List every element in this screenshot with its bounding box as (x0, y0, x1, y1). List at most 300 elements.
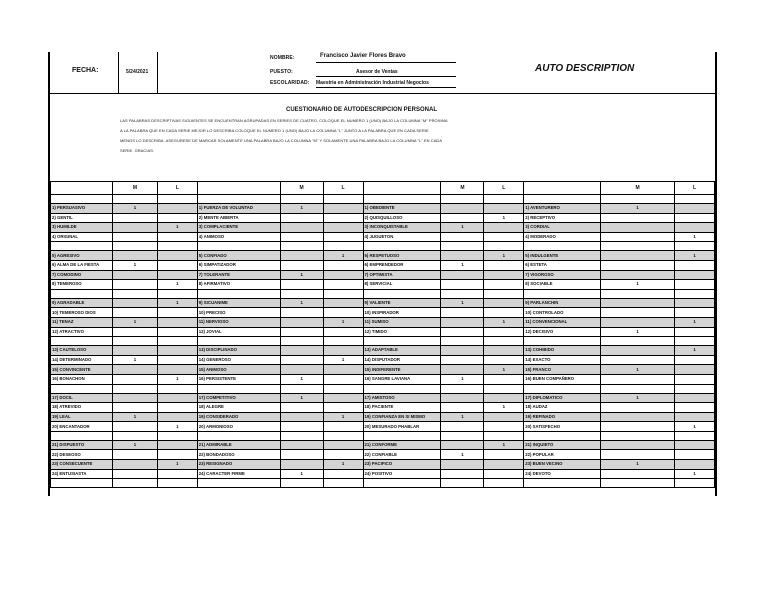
l-mark-cell (157, 393, 197, 403)
table-row (51, 450, 715, 460)
instruction-line: MENOS LO DESCRIBA. ASEGURESE DE MARCAR SOLAMENTE UNA PALABRA BAJO LA COLUMNA "M" Y SOLAMENTE UNA PALABRA BAJO LA COLUMNA "L" EN CADA (120, 138, 443, 143)
empty-cell (323, 337, 363, 346)
word-cell: 9) AGRADABLE (51, 298, 113, 308)
word-cell: 21) CONFORME (363, 440, 441, 450)
l-mark-cell: 1 (323, 460, 363, 470)
m-mark-cell (441, 251, 484, 261)
m-mark-cell: 1 (280, 393, 323, 403)
m-mark-cell (280, 355, 323, 365)
l-mark-cell (675, 204, 715, 214)
l-mark-cell (323, 346, 363, 356)
word-cell: 21) ADMIRABLE (197, 440, 280, 450)
l-mark-cell (484, 327, 524, 337)
empty-cell (157, 289, 197, 298)
word-cell: 14) EXACTO (524, 355, 601, 365)
word-cell: 23) RESIGNADO (197, 460, 280, 470)
word-cell: 8) SOCIABLE (524, 280, 601, 290)
word-cell: 7) VIGOROSO (524, 270, 601, 280)
empty-cell (675, 384, 715, 393)
empty-cell (197, 289, 280, 298)
m-mark-cell (601, 355, 675, 365)
l-mark-cell (323, 365, 363, 375)
m-mark-cell: 1 (601, 327, 675, 337)
l-mark-cell (323, 469, 363, 479)
l-mark-cell: 1 (157, 223, 197, 233)
empty-cell (323, 242, 363, 251)
empty-cell (51, 289, 113, 298)
l-mark-cell (157, 355, 197, 365)
spacer-row (51, 431, 715, 440)
word-cell: 2) MENTE ABIERTA (197, 213, 280, 223)
m-mark-cell (280, 422, 323, 432)
word-cell: 13) ADAPTABLE (363, 346, 441, 356)
empty-cell (157, 337, 197, 346)
m-mark-cell (112, 298, 157, 308)
m-mark-cell (280, 412, 323, 422)
word-cell: 12) TIMIDO (363, 327, 441, 337)
empty-cell (51, 242, 113, 251)
word-cell: 3) INCONQUISTABLE (363, 223, 441, 233)
l-mark-cell (484, 355, 524, 365)
m-mark-cell (441, 469, 484, 479)
m-mark-cell (441, 280, 484, 290)
m-mark-cell (280, 232, 323, 242)
m-mark-cell: 1 (601, 280, 675, 290)
l-mark-cell (323, 280, 363, 290)
empty-cell (484, 337, 524, 346)
empty-cell (280, 195, 323, 204)
empty-cell (363, 479, 441, 488)
word-column-header (197, 182, 280, 195)
l-mark-cell (157, 440, 197, 450)
document-frame (48, 52, 717, 496)
m-mark-cell: 1 (280, 374, 323, 384)
empty-cell (441, 479, 484, 488)
l-mark-cell (484, 450, 524, 460)
m-mark-cell (280, 450, 323, 460)
doc-title: AUTO DESCRIPTION (535, 63, 635, 74)
word-cell: 11) NERVIOSO (197, 317, 280, 327)
fecha-label: FECHA: (72, 67, 99, 74)
l-mark-cell (675, 460, 715, 470)
empty-cell (484, 384, 524, 393)
table-row (51, 440, 715, 450)
table-row (51, 346, 715, 356)
table-row (51, 204, 715, 214)
l-mark-cell (323, 232, 363, 242)
table-row (51, 403, 715, 413)
l-mark-cell (323, 270, 363, 280)
m-mark-cell (112, 393, 157, 403)
spacer-row (51, 289, 715, 298)
m-mark-cell (601, 298, 675, 308)
empty-cell (157, 195, 197, 204)
m-mark-cell: 1 (112, 204, 157, 214)
empty-cell (280, 479, 323, 488)
l-mark-cell: 1 (157, 298, 197, 308)
table-row (51, 317, 715, 327)
l-mark-cell: 1 (484, 251, 524, 261)
m-mark-cell (441, 308, 484, 318)
l-mark-cell (157, 308, 197, 318)
word-cell: 11) CONVENCIONAL (524, 317, 601, 327)
word-cell: 14) DETERMINADO (51, 355, 113, 365)
m-mark-cell (280, 327, 323, 337)
l-mark-cell: 1 (484, 403, 524, 413)
word-cell: 20) ARMONIOSO (197, 422, 280, 432)
word-cell: 15) CONVINCENTE (51, 365, 113, 375)
word-cell: 6) SIMPATIZADOR (197, 260, 280, 270)
word-cell: 9) VALIENTE (363, 298, 441, 308)
empty-cell (441, 337, 484, 346)
l-mark-cell (323, 403, 363, 413)
m-mark-cell (441, 355, 484, 365)
word-cell: 23) PACIFICO (363, 460, 441, 470)
escolaridad-underline (316, 87, 456, 88)
m-mark-cell (601, 317, 675, 327)
empty-cell (51, 384, 113, 393)
table-row (51, 422, 715, 432)
empty-cell (280, 431, 323, 440)
m-mark-cell: 1 (112, 440, 157, 450)
m-mark-cell (112, 403, 157, 413)
l-mark-cell (484, 308, 524, 318)
word-cell: 17) AMISTOSO (363, 393, 441, 403)
empty-cell (524, 289, 601, 298)
word-cell: 8) AFIRMATIVO (197, 280, 280, 290)
m-mark-cell (112, 460, 157, 470)
empty-cell (363, 289, 441, 298)
m-mark-cell (280, 365, 323, 375)
empty-cell (112, 242, 157, 251)
m-column-header: M (280, 182, 323, 195)
table-row (51, 393, 715, 403)
m-mark-cell: 1 (280, 204, 323, 214)
m-mark-cell (112, 280, 157, 290)
word-cell: 1) PERSUASIVO (51, 204, 113, 214)
l-mark-cell (484, 204, 524, 214)
m-mark-cell (601, 232, 675, 242)
l-mark-cell (157, 327, 197, 337)
word-cell: 15) FRANCO (524, 365, 601, 375)
empty-cell (112, 479, 157, 488)
header-divider (157, 52, 158, 93)
l-mark-cell (157, 346, 197, 356)
word-cell: 12) ATRACTIVO (51, 327, 113, 337)
word-cell: 11) SUMISO (363, 317, 441, 327)
empty-cell (441, 384, 484, 393)
l-column-header: L (323, 182, 363, 195)
word-cell: 5) CONFIADO (197, 251, 280, 261)
m-mark-cell (112, 422, 157, 432)
m-mark-cell: 1 (280, 298, 323, 308)
l-mark-cell (675, 393, 715, 403)
word-cell: 22) CONFIABLE (363, 450, 441, 460)
m-mark-cell (441, 232, 484, 242)
header-separator (50, 93, 715, 94)
empty-cell (601, 289, 675, 298)
word-cell: 18) PACIENTE (363, 403, 441, 413)
table-row (51, 412, 715, 422)
word-cell: 20) SATISFECHO (524, 422, 601, 432)
m-mark-cell (280, 317, 323, 327)
word-cell: 18) AUDAZ (524, 403, 601, 413)
m-mark-cell (112, 251, 157, 261)
empty-cell (363, 195, 441, 204)
word-cell: 2) QUISQUILLOSO (363, 213, 441, 223)
spacer-row (51, 384, 715, 393)
l-mark-cell (323, 213, 363, 223)
word-cell: 10) CONTROLADO (524, 308, 601, 318)
l-mark-cell (484, 280, 524, 290)
empty-cell (51, 431, 113, 440)
l-mark-cell (675, 308, 715, 318)
empty-cell (484, 195, 524, 204)
table-row (51, 232, 715, 242)
word-cell: 2) GENTIL (51, 213, 113, 223)
table-row (51, 308, 715, 318)
m-mark-cell (441, 393, 484, 403)
word-cell: 12) JOVIAL (197, 327, 280, 337)
m-mark-cell (280, 213, 323, 223)
m-mark-cell (112, 213, 157, 223)
l-mark-cell (484, 469, 524, 479)
header-divider (118, 52, 119, 93)
empty-cell (51, 337, 113, 346)
l-mark-cell (157, 260, 197, 270)
word-cell: 22) POPULAR (524, 450, 601, 460)
questionnaire-table (50, 181, 715, 488)
l-mark-cell (675, 223, 715, 233)
word-cell: 16) SANGRE LAVIANA (363, 374, 441, 384)
empty-cell (323, 289, 363, 298)
m-mark-cell (601, 223, 675, 233)
puesto-underline (316, 76, 456, 77)
empty-cell (524, 431, 601, 440)
empty-cell (601, 337, 675, 346)
l-mark-cell: 1 (675, 232, 715, 242)
l-mark-cell (484, 346, 524, 356)
spacer-row (51, 479, 715, 488)
empty-cell (112, 195, 157, 204)
word-cell: 15) ANIMOSO (197, 365, 280, 375)
m-mark-cell (112, 469, 157, 479)
empty-cell (280, 337, 323, 346)
word-cell: 17) COMPETITIVO (197, 393, 280, 403)
l-mark-cell (157, 403, 197, 413)
empty-cell (280, 384, 323, 393)
word-cell: 24) POSITIVO (363, 469, 441, 479)
word-cell: 4) MODERADO (524, 232, 601, 242)
word-cell: 10) INSPIRADOR (363, 308, 441, 318)
l-mark-cell (323, 204, 363, 214)
word-cell: 23) BUEN VECINO (524, 460, 601, 470)
l-mark-cell (675, 327, 715, 337)
m-mark-cell: 1 (280, 469, 323, 479)
l-mark-cell: 1 (323, 317, 363, 327)
empty-cell (323, 195, 363, 204)
l-mark-cell (323, 260, 363, 270)
empty-cell (484, 242, 524, 251)
word-cell: 15) INDIFERENTE (363, 365, 441, 375)
m-mark-cell (601, 469, 675, 479)
m-mark-cell (280, 440, 323, 450)
m-mark-cell (601, 308, 675, 318)
empty-cell (524, 384, 601, 393)
word-column-header (363, 182, 441, 195)
empty-cell (112, 384, 157, 393)
empty-cell (197, 431, 280, 440)
word-cell: 3) HUMILDE (51, 223, 113, 233)
l-mark-cell (323, 308, 363, 318)
word-cell: 24) ENTUSIASTA (51, 469, 113, 479)
l-mark-cell: 1 (484, 317, 524, 327)
l-mark-cell (323, 298, 363, 308)
table-row (51, 298, 715, 308)
word-cell: 1) FUERZA DE VOLUNTAD (197, 204, 280, 214)
l-mark-cell (157, 317, 197, 327)
word-cell: 14) GENEROSO (197, 355, 280, 365)
l-mark-cell: 1 (484, 213, 524, 223)
l-mark-cell (323, 450, 363, 460)
l-mark-cell (484, 460, 524, 470)
word-cell: 21) INQUIETO (524, 440, 601, 450)
table-row (51, 260, 715, 270)
l-mark-cell (484, 422, 524, 432)
table-row (51, 251, 715, 261)
m-column-header: M (112, 182, 157, 195)
l-mark-cell: 1 (323, 355, 363, 365)
word-cell: 24) CARACTER FIRME (197, 469, 280, 479)
empty-cell (197, 337, 280, 346)
empty-cell (601, 195, 675, 204)
l-mark-cell (484, 223, 524, 233)
instruction-line: LAS PALABRAS DESCRIPTIVAS SIGUIENTES SE ENCUENTRAN AGRUPADAS EN SERIES DE CUATRO, COLOQUE EL NUMERO 1 (UNO) BAJO LA COLUMNA "M" PROXIMA (120, 118, 448, 123)
empty-cell (484, 289, 524, 298)
empty-cell (197, 242, 280, 251)
word-cell: 4) ANIMOSO (197, 232, 280, 242)
l-mark-cell (157, 270, 197, 280)
l-mark-cell (157, 213, 197, 223)
puesto-value: Asesor de Ventas (356, 69, 398, 75)
escolaridad-value: Maestria en Administración Industrial Negocios (316, 80, 429, 86)
word-cell: 18) ALEGRE (197, 403, 280, 413)
word-cell: 19) LEAL (51, 412, 113, 422)
m-mark-cell (112, 450, 157, 460)
l-mark-cell (675, 260, 715, 270)
empty-cell (157, 479, 197, 488)
table-row (51, 374, 715, 384)
word-cell: 4) ORIGINAL (51, 232, 113, 242)
empty-cell (441, 289, 484, 298)
m-mark-cell (112, 308, 157, 318)
m-mark-cell (112, 327, 157, 337)
nombre-value: Francisco Javier Flores Bravo (320, 53, 406, 59)
m-mark-cell: 1 (441, 298, 484, 308)
empty-cell (601, 431, 675, 440)
empty-cell (441, 242, 484, 251)
m-mark-cell (441, 365, 484, 375)
m-mark-cell (601, 374, 675, 384)
spacer-row (51, 242, 715, 251)
table-row (51, 460, 715, 470)
l-mark-cell: 1 (157, 460, 197, 470)
l-mark-cell: 1 (157, 374, 197, 384)
empty-cell (484, 479, 524, 488)
word-cell: 13) CAUTELOSO (51, 346, 113, 356)
empty-cell (524, 242, 601, 251)
m-mark-cell (441, 204, 484, 214)
instruction-line: A LA PALABRA QUE EN CADA SERIE MEJOR LO DESCRIBA COLOQUE EL NUMERO 1 (UNO) BAJO LA COLUMNA "L" JUNTO A LA PALABRA QUE EN CADA SERIE (120, 128, 429, 133)
l-mark-cell: 1 (484, 365, 524, 375)
spacer-row (51, 337, 715, 346)
word-cell: 13) DISCIPLINADO (197, 346, 280, 356)
m-mark-cell (280, 308, 323, 318)
word-cell: 20) MESURADO PHABLAR (363, 422, 441, 432)
m-mark-cell: 1 (601, 204, 675, 214)
l-mark-cell (157, 450, 197, 460)
empty-cell (323, 431, 363, 440)
l-mark-cell: 1 (675, 317, 715, 327)
l-mark-cell (484, 298, 524, 308)
m-mark-cell: 1 (601, 460, 675, 470)
word-cell: 10) TEMEROSO DIOS (51, 308, 113, 318)
l-mark-cell: 1 (323, 251, 363, 261)
empty-cell (112, 431, 157, 440)
l-mark-cell: 1 (157, 280, 197, 290)
m-mark-cell (601, 422, 675, 432)
l-mark-cell (323, 327, 363, 337)
empty-cell (675, 431, 715, 440)
m-mark-cell (601, 440, 675, 450)
table-row (51, 327, 715, 337)
empty-cell (524, 479, 601, 488)
word-cell: 5) AGRESIVO (51, 251, 113, 261)
spacer-row (51, 195, 715, 204)
word-cell: 8) SERVICIAL (363, 280, 441, 290)
word-cell: 21) DISPUESTO (51, 440, 113, 450)
word-cell: 11) TENAZ (51, 317, 113, 327)
l-mark-cell (675, 270, 715, 280)
l-mark-cell (157, 232, 197, 242)
l-mark-cell: 1 (675, 346, 715, 356)
word-cell: 23) CONSECUENTE (51, 460, 113, 470)
word-cell: 3) CORDIAL (524, 223, 601, 233)
empty-cell (601, 479, 675, 488)
empty-cell (524, 337, 601, 346)
nombre-underline (316, 62, 456, 63)
empty-cell (112, 337, 157, 346)
m-mark-cell (441, 403, 484, 413)
empty-cell (363, 384, 441, 393)
m-column-header: M (441, 182, 484, 195)
table-row (51, 355, 715, 365)
m-mark-cell (601, 251, 675, 261)
m-mark-cell (601, 346, 675, 356)
m-mark-cell (441, 317, 484, 327)
m-mark-cell (601, 412, 675, 422)
l-mark-cell (157, 204, 197, 214)
word-cell: 16) PERSISTENTE (197, 374, 280, 384)
word-cell: 24) DEVOTO (524, 469, 601, 479)
word-column-header (51, 182, 113, 195)
m-mark-cell (441, 213, 484, 223)
l-mark-cell (323, 393, 363, 403)
empty-cell (323, 384, 363, 393)
m-mark-cell (112, 223, 157, 233)
empty-cell (484, 431, 524, 440)
word-cell: 18) ATREVIDO (51, 403, 113, 413)
